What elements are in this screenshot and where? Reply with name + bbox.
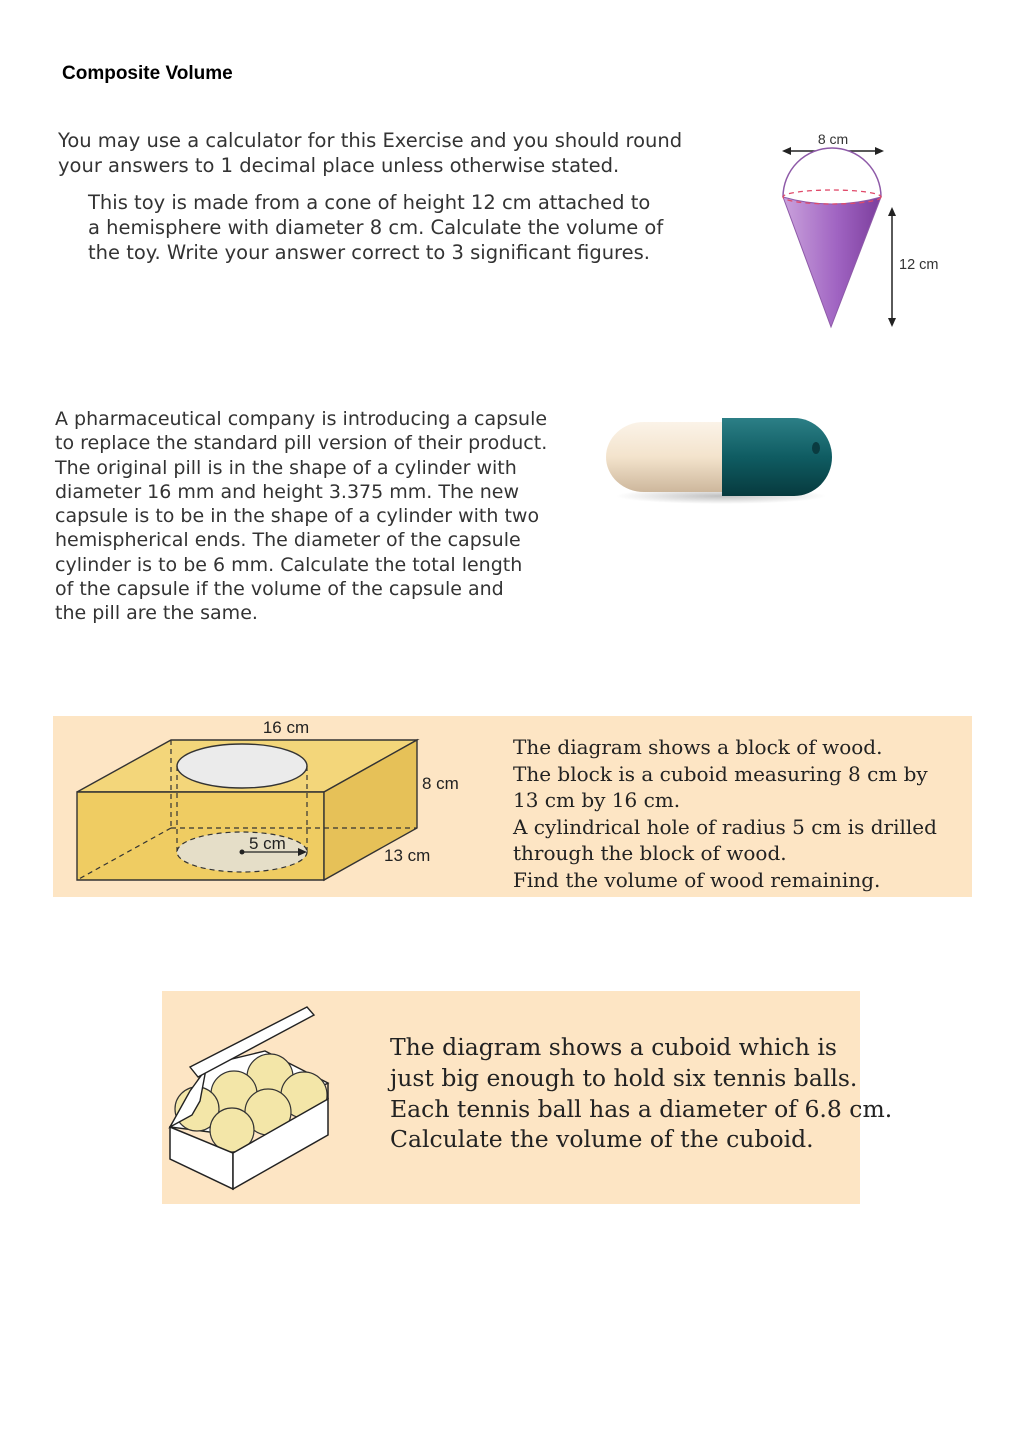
page-title: Composite Volume bbox=[62, 63, 233, 84]
instructions-line: You may use a calculator for this Exercise and you should round bbox=[58, 129, 683, 152]
question-tennis-line: Calculate the volume of the cuboid. bbox=[390, 1125, 814, 1154]
width-label: 8 cm bbox=[817, 131, 849, 147]
question-wood-line: through the block of wood. bbox=[513, 841, 787, 865]
height-arrow-bottom-head bbox=[888, 318, 896, 327]
height-label: 12 cm bbox=[899, 257, 939, 273]
height-arrow-top-head bbox=[888, 207, 896, 216]
question-toy-line: This toy is made from a cone of height 12 cm attached to bbox=[88, 191, 651, 214]
width-arrow-right-head bbox=[875, 147, 884, 155]
cone-body bbox=[783, 197, 881, 327]
question-capsule-line: hemispherical ends. The diameter of the capsule bbox=[55, 529, 521, 552]
question-capsule-line: cylinder is to be 6 mm. Calculate the total length bbox=[55, 553, 523, 576]
capsule-photo bbox=[606, 408, 836, 508]
question-wood-line: Find the volume of wood remaining. bbox=[513, 867, 881, 892]
question-tennis-line: Each tennis ball has a diameter of 6.8 cm. bbox=[390, 1094, 893, 1123]
question-tennis-text bbox=[390, 1032, 892, 1155]
question-toy-line: a hemisphere with diameter 8 cm. Calculate the volume of bbox=[88, 216, 664, 239]
question-capsule-line: A pharmaceutical company is introducing a capsule bbox=[55, 408, 548, 430]
tennis-box-diagram bbox=[162, 991, 342, 1204]
question-capsule-line: to replace the standard pill version of their product. bbox=[55, 432, 548, 455]
toy-cone-diagram bbox=[770, 125, 970, 340]
capsule-teal-cap bbox=[722, 418, 832, 496]
capsule-highlight bbox=[812, 442, 820, 454]
hemisphere-outline bbox=[783, 148, 881, 197]
question-capsule-line: diameter 16 mm and height 3.375 mm. The new bbox=[55, 480, 520, 503]
question-toy-text bbox=[88, 190, 663, 265]
question-capsule-line: of the capsule if the volume of the capsule and bbox=[55, 578, 504, 601]
question-wood-line: The diagram shows a block of wood. bbox=[513, 735, 883, 759]
question-tennis-line: just big enough to hold six tennis balls. bbox=[390, 1063, 858, 1092]
question-toy-line: the toy. Write your answer correct to 3 significant figures. bbox=[88, 241, 650, 264]
length-label: 16 cm bbox=[262, 718, 310, 737]
depth-label: 13 cm bbox=[384, 846, 431, 865]
instructions bbox=[58, 128, 682, 178]
capsule-cream-half bbox=[606, 422, 738, 492]
question-tennis-line: The diagram shows a cuboid which is bbox=[390, 1033, 837, 1061]
question-capsule-line: capsule is to be in the shape of a cylinder with two bbox=[55, 505, 540, 528]
question-wood-line: 13 cm by 16 cm. bbox=[513, 788, 681, 812]
hole-top-ellipse bbox=[177, 744, 307, 788]
instructions-line: your answers to 1 decimal place unless otherwise stated. bbox=[58, 154, 620, 177]
question-capsule-line: the pill are the same. bbox=[55, 602, 258, 625]
wood-block-diagram bbox=[53, 716, 493, 897]
radius-label: 5 cm bbox=[249, 834, 286, 853]
question-wood-line: The block is a cuboid measuring 8 cm by bbox=[513, 761, 928, 786]
question-wood-line: A cylindrical hole of radius 5 cm is drilled bbox=[513, 814, 937, 839]
question-capsule-line: The original pill is in the shape of a cylinder with bbox=[55, 456, 517, 479]
width-arrow-left-head bbox=[782, 147, 791, 155]
question-capsule-text bbox=[55, 407, 547, 626]
question-wood-text bbox=[513, 734, 937, 893]
height-label: 8 cm bbox=[422, 774, 459, 793]
